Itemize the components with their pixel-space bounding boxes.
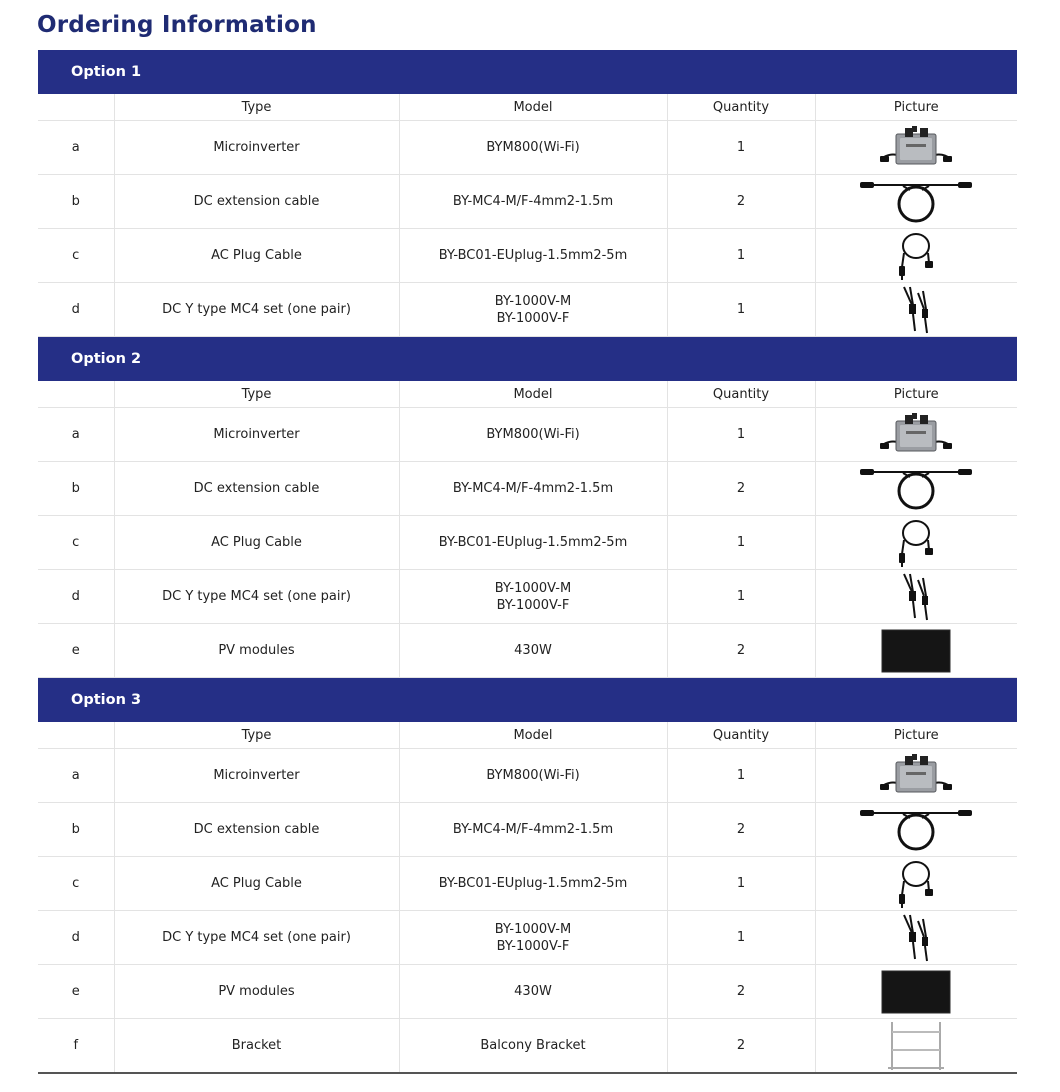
- item-quantity: 1: [667, 408, 815, 462]
- item-quantity: 1: [667, 857, 815, 911]
- item-model: [399, 624, 667, 678]
- model-line: BY-MC4-M/F-4mm2-1.5m: [452, 481, 614, 496]
- column-header-blank: [38, 722, 114, 749]
- item-picture: [815, 516, 1017, 570]
- model-line: BY-1000V-M: [494, 580, 572, 596]
- item-model: [399, 283, 667, 337]
- model-line: Balcony Bracket: [480, 1038, 586, 1053]
- column-header-type: Type: [114, 381, 399, 408]
- item-model: [399, 121, 667, 175]
- model-line: BYM800(Wi-Fi): [486, 427, 580, 442]
- column-header-picture: Picture: [815, 381, 1017, 408]
- table-row: [38, 516, 1017, 570]
- column-header-blank: [38, 94, 114, 121]
- table-row: [38, 965, 1017, 1019]
- model-line: BY-1000V-M: [494, 293, 572, 309]
- item-quantity: 2: [667, 1019, 815, 1074]
- item-type: DC extension cable: [114, 462, 399, 516]
- item-type: Microinverter: [114, 121, 399, 175]
- item-letter: a: [38, 121, 114, 175]
- pv-module-icon: [816, 629, 1018, 673]
- item-picture: [815, 408, 1017, 462]
- dc-cable-icon: [816, 180, 1018, 224]
- table-row: [38, 121, 1017, 175]
- table-row: [38, 624, 1017, 678]
- item-model: [399, 911, 667, 965]
- model-line: BY-BC01-EUplug-1.5mm2-5m: [438, 535, 628, 550]
- page-title: Ordering Information: [37, 12, 317, 38]
- item-quantity: 2: [667, 965, 815, 1019]
- item-picture: [815, 462, 1017, 516]
- item-picture: [815, 749, 1017, 803]
- item-letter: d: [38, 570, 114, 624]
- item-letter: b: [38, 175, 114, 229]
- item-model: [399, 803, 667, 857]
- item-type: PV modules: [114, 624, 399, 678]
- column-header-type: Type: [114, 722, 399, 749]
- item-type: AC Plug Cable: [114, 857, 399, 911]
- item-type: DC extension cable: [114, 175, 399, 229]
- item-model: [399, 749, 667, 803]
- item-model: [399, 857, 667, 911]
- item-type: Microinverter: [114, 408, 399, 462]
- item-quantity: 1: [667, 749, 815, 803]
- table-row: [38, 803, 1017, 857]
- item-picture: [815, 803, 1017, 857]
- dc-cable-icon: [816, 808, 1018, 852]
- column-header-type: Type: [114, 94, 399, 121]
- item-model: [399, 229, 667, 283]
- item-letter: d: [38, 911, 114, 965]
- item-quantity: 1: [667, 283, 815, 337]
- ac-cable-icon: [816, 518, 1018, 568]
- bracket-icon: [816, 1020, 1018, 1072]
- item-quantity: 2: [667, 803, 815, 857]
- item-picture: [815, 283, 1017, 337]
- model-line: BYM800(Wi-Fi): [486, 140, 580, 155]
- item-quantity: 1: [667, 229, 815, 283]
- item-letter: c: [38, 857, 114, 911]
- table-row: [38, 462, 1017, 516]
- item-letter: f: [38, 1019, 114, 1074]
- item-model: [399, 516, 667, 570]
- ac-cable-icon: [816, 859, 1018, 909]
- item-type: PV modules: [114, 965, 399, 1019]
- item-type: DC Y type MC4 set (one pair): [114, 570, 399, 624]
- item-picture: [815, 1019, 1017, 1074]
- item-type: DC Y type MC4 set (one pair): [114, 911, 399, 965]
- option-label: Option 2: [38, 337, 1017, 382]
- column-header-row: [38, 381, 1017, 408]
- item-letter: a: [38, 749, 114, 803]
- model-line: BYM800(Wi-Fi): [486, 768, 580, 783]
- item-picture: [815, 857, 1017, 911]
- item-type: Bracket: [114, 1019, 399, 1074]
- dc-cable-icon: [816, 467, 1018, 511]
- item-type: DC Y type MC4 set (one pair): [114, 283, 399, 337]
- option-header: [38, 678, 1017, 723]
- item-picture: [815, 229, 1017, 283]
- column-header-row: [38, 94, 1017, 121]
- table-row: [38, 857, 1017, 911]
- model-line: 430W: [514, 984, 552, 999]
- model-line: BY-BC01-EUplug-1.5mm2-5m: [438, 876, 628, 891]
- item-quantity: 1: [667, 121, 815, 175]
- column-header-model: Model: [399, 381, 667, 408]
- item-type: AC Plug Cable: [114, 516, 399, 570]
- column-header-row: [38, 722, 1017, 749]
- item-type: Microinverter: [114, 749, 399, 803]
- model-line: BY-1000V-M: [494, 921, 572, 937]
- item-model: [399, 175, 667, 229]
- column-header-quantity: Quantity: [667, 94, 815, 121]
- item-model: [399, 570, 667, 624]
- column-header-quantity: Quantity: [667, 722, 815, 749]
- table-row: [38, 911, 1017, 965]
- model-line: BY-MC4-M/F-4mm2-1.5m: [452, 822, 614, 837]
- item-quantity: 2: [667, 175, 815, 229]
- ac-cable-icon: [816, 231, 1018, 281]
- item-quantity: 1: [667, 911, 815, 965]
- item-quantity: 1: [667, 516, 815, 570]
- column-header-model: Model: [399, 94, 667, 121]
- microinverter-icon: [816, 125, 1018, 171]
- item-picture: [815, 911, 1017, 965]
- option-label: Option 3: [38, 678, 1017, 723]
- column-header-picture: Picture: [815, 94, 1017, 121]
- item-picture: [815, 624, 1017, 678]
- table-row: [38, 570, 1017, 624]
- microinverter-icon: [816, 412, 1018, 458]
- item-picture: [815, 570, 1017, 624]
- item-model: [399, 1019, 667, 1074]
- item-letter: c: [38, 516, 114, 570]
- table-row: [38, 408, 1017, 462]
- item-model: [399, 462, 667, 516]
- model-line: 430W: [514, 643, 552, 658]
- option-header: [38, 337, 1017, 382]
- table-row: [38, 175, 1017, 229]
- model-line: BY-1000V-F: [496, 938, 570, 954]
- item-type: AC Plug Cable: [114, 229, 399, 283]
- item-quantity: 2: [667, 462, 815, 516]
- item-model: [399, 408, 667, 462]
- column-header-quantity: Quantity: [667, 381, 815, 408]
- item-quantity: 1: [667, 570, 815, 624]
- table-row: [38, 229, 1017, 283]
- ordering-table: [38, 50, 1017, 1074]
- item-letter: b: [38, 803, 114, 857]
- table-row: [38, 283, 1017, 337]
- item-model: [399, 965, 667, 1019]
- model-line: BY-1000V-F: [496, 310, 570, 326]
- column-header-blank: [38, 381, 114, 408]
- item-letter: a: [38, 408, 114, 462]
- model-line: BY-MC4-M/F-4mm2-1.5m: [452, 194, 614, 209]
- table-row: [38, 749, 1017, 803]
- pv-module-icon: [816, 970, 1018, 1014]
- option-header: [38, 50, 1017, 94]
- microinverter-icon: [816, 753, 1018, 799]
- item-letter: e: [38, 965, 114, 1019]
- y-connector-icon: [816, 285, 1018, 335]
- ordering-table-body: [38, 50, 1017, 1073]
- column-header-model: Model: [399, 722, 667, 749]
- item-type: DC extension cable: [114, 803, 399, 857]
- item-quantity: 2: [667, 624, 815, 678]
- table-row: [38, 1019, 1017, 1074]
- item-picture: [815, 965, 1017, 1019]
- item-picture: [815, 121, 1017, 175]
- item-letter: c: [38, 229, 114, 283]
- y-connector-icon: [816, 913, 1018, 963]
- item-letter: d: [38, 283, 114, 337]
- model-line: BY-1000V-F: [496, 597, 570, 613]
- option-label: Option 1: [38, 50, 1017, 94]
- model-line: BY-BC01-EUplug-1.5mm2-5m: [438, 248, 628, 263]
- item-letter: b: [38, 462, 114, 516]
- column-header-picture: Picture: [815, 722, 1017, 749]
- y-connector-icon: [816, 572, 1018, 622]
- item-letter: e: [38, 624, 114, 678]
- item-picture: [815, 175, 1017, 229]
